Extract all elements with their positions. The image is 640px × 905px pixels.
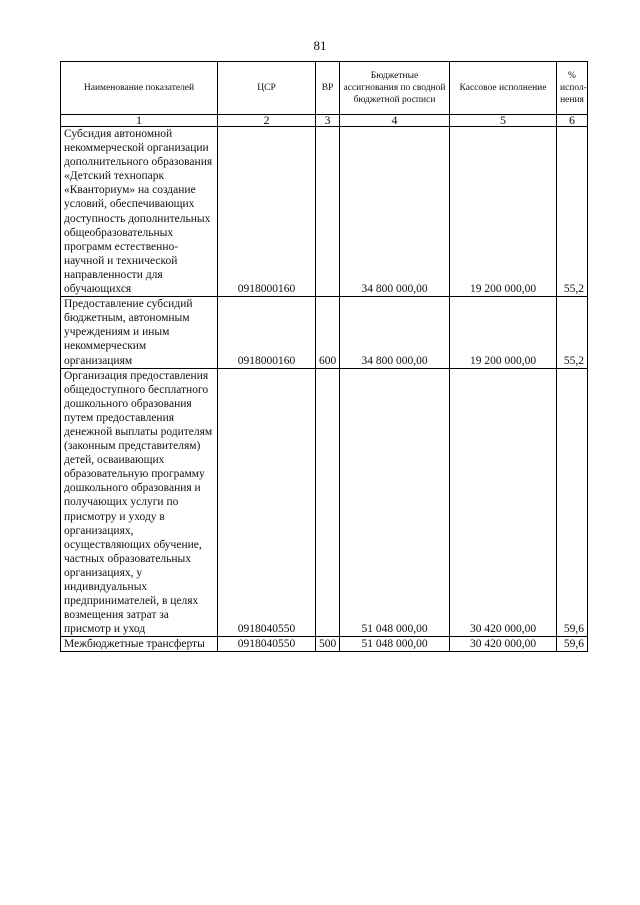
header-allocations: Бюджетные ассигнования по сводной бюджетной росписи [340,62,450,115]
column-number: 6 [557,115,588,127]
row-name: Межбюджетные трансферты [61,637,218,652]
row-percent: 55,2 [557,127,588,297]
row-vr [316,368,340,637]
budget-table [60,61,588,652]
table-row [61,368,588,637]
column-number: 2 [218,115,316,127]
row-name: Организация предоставления общедоступного бесплатного дошкольного образования путем предоставления денежной выплаты родителям (законным представителям) детей, осваивающих образовательную программу дошкольного образования и получающих услуги по присмотру и уходу в организациях, осуществляющих обучение, частных образовательных организациях, у индивидуальных предпринимателей, в целях возмещения затрат за присмотр и уход [61,368,218,637]
header-row [61,62,588,115]
row-vr: 500 [316,637,340,652]
header-vr: ВР [316,62,340,115]
row-percent: 59,6 [557,637,588,652]
column-number: 5 [450,115,557,127]
row-percent: 55,2 [557,297,588,368]
row-percent: 59,6 [557,368,588,637]
column-number: 1 [61,115,218,127]
row-allocations: 51 048 000,00 [340,368,450,637]
row-name: Субсидия автономной некоммерческой организации дополнительного образования «Детский технопарк «Кванториум» на создание условий, обеспечивающих доступность дополнительных общеобразовательных программ естественно-научной и технической направленности для обучающихся [61,127,218,297]
row-execution: 30 420 000,00 [450,368,557,637]
row-execution: 19 200 000,00 [450,297,557,368]
row-vr: 600 [316,297,340,368]
table-row [61,127,588,297]
table-row [61,637,588,652]
row-name: Предоставление субсидий бюджетным, автономным учреждениям и иным некоммерческим организациям [61,297,218,368]
row-csr: 0918000160 [218,127,316,297]
row-execution: 19 200 000,00 [450,127,557,297]
row-allocations: 34 800 000,00 [340,297,450,368]
row-allocations: 34 800 000,00 [340,127,450,297]
header-percent: % испол-нения [557,62,588,115]
table-row [61,297,588,368]
header-execution: Кассовое исполнение [450,62,557,115]
row-execution: 30 420 000,00 [450,637,557,652]
row-csr: 0918000160 [218,297,316,368]
column-number: 4 [340,115,450,127]
page-number: 81 [313,38,327,53]
column-number-row [61,115,588,127]
header-csr: ЦСР [218,62,316,115]
row-vr [316,127,340,297]
column-number: 3 [316,115,340,127]
header-name: Наименование показателей [61,62,218,115]
row-csr: 0918040550 [218,368,316,637]
row-allocations: 51 048 000,00 [340,637,450,652]
row-csr: 0918040550 [218,637,316,652]
